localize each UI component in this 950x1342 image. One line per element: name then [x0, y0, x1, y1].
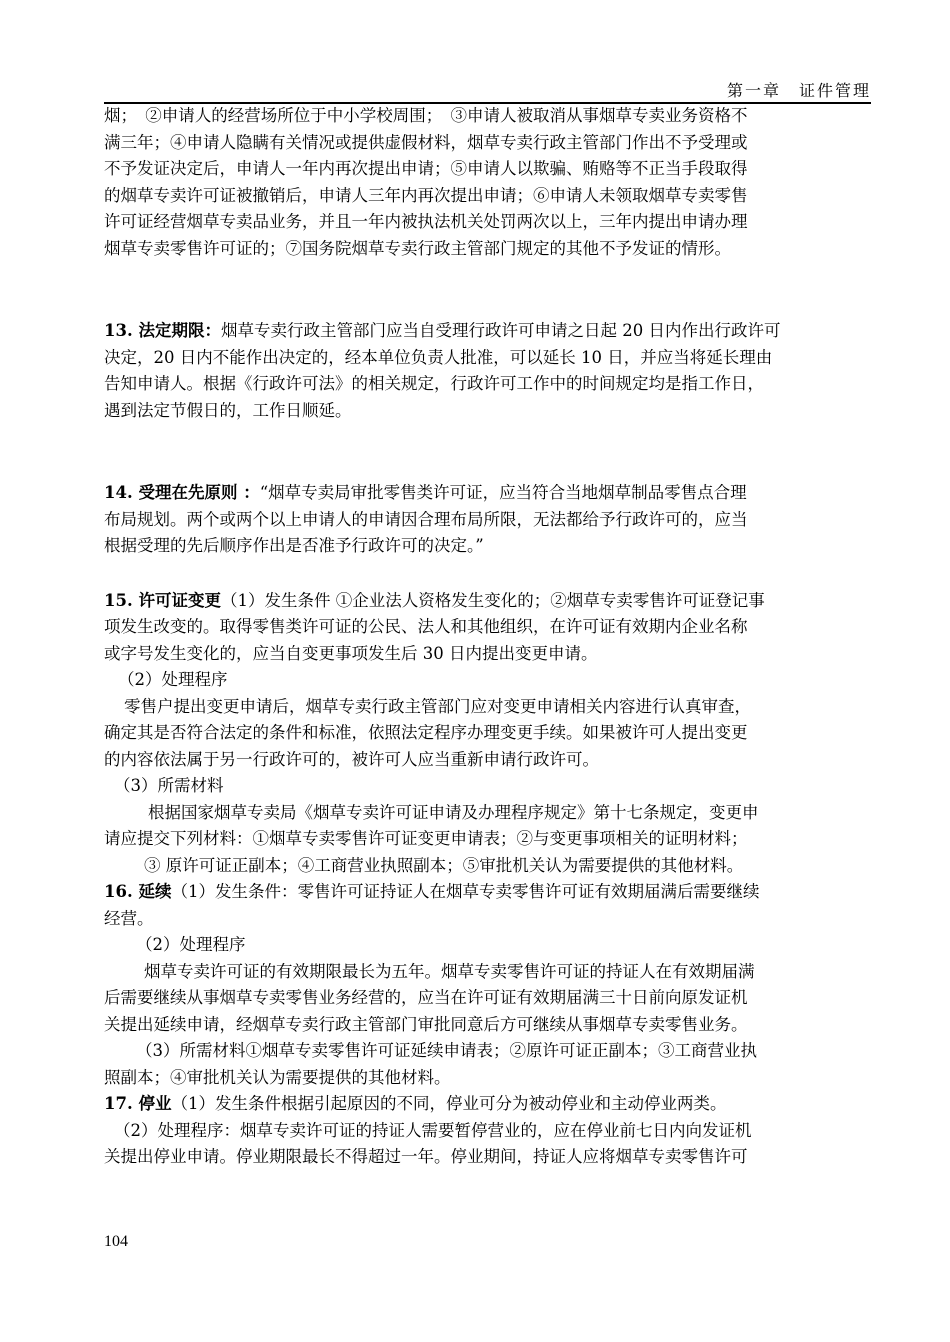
text-line: 的内容依法属于另一行政许可的，被许可人应当重新申请行政许可。 — [104, 749, 599, 769]
text-line: 许可证经营烟草专卖品业务，并且一年内被执法机关处罚两次以上，三年内提出申请办理 — [104, 212, 748, 231]
text-line: 满三年；④申请人隐瞒有关情况或提供虚假材料，烟草专卖行政主管部门作出不予受理或 — [104, 132, 748, 152]
text-line: （1）发生条件 ①企业法人资格发生变化的；②烟草专卖零售许可证登记事 — [220, 590, 765, 610]
text-line: 根据受理的先后顺序作出是否准予行政许可的决定。” — [104, 536, 484, 555]
section-14 — [104, 480, 871, 560]
section-heading: 13. 法定期限： — [104, 321, 221, 340]
section-heading: 16. 延续 — [104, 882, 172, 901]
text-line: 确定其是否符合法定的条件和标准，依照法定程序办理变更手续。如果被许可人提出变更 — [104, 723, 748, 742]
text-line: 经营。 — [104, 908, 154, 928]
running-header — [104, 78, 871, 104]
text-line: 烟草专卖许可证的有效期限最长为五年。烟草专卖零售许可证的持证人在有效期届满 — [144, 961, 755, 981]
section-heading: 15. 许可证变更 — [104, 590, 221, 610]
section-13 — [104, 318, 871, 424]
text-line: 不予发证决定后，申请人一年内再次提出申请；⑤申请人以欺骗、贿赂等不正当手段取得 — [104, 159, 748, 178]
intro-paragraph — [104, 103, 871, 262]
text-line: （1）发生条件：零售许可证持证人在烟草专卖零售许可证有效期届满后需要继续 — [171, 882, 760, 901]
page-body — [104, 103, 871, 1171]
text-line: ③ 原许可证正副本；④工商营业执照副本；⑤审批机关认为需要提供的其他材料。 — [144, 855, 744, 875]
section-16 — [104, 879, 871, 1091]
section-heading: 14. 受理在先原则 ： — [104, 483, 260, 502]
section-17 — [104, 1091, 871, 1171]
sub-heading: （3）所需材料 — [114, 776, 224, 795]
text-line: 告知申请人。根据《行政许可法》的相关规定，行政许可工作中的时间规定均是指工作日， — [104, 374, 764, 393]
text-line: （1）发生条件根据引起原因的不同，停业可分为被动停业和主动停业两类。 — [171, 1094, 727, 1113]
text-line: 请应提交下列材料：①烟草专卖零售许可证变更申请表；②与变更事项相关的证明材料； — [104, 829, 748, 848]
text-line: 后需要继续从事烟草专卖零售业务经营的，应当在许可证有效期届满三十日前向原发证机 — [104, 988, 748, 1007]
text-line: 布局规划。两个或两个以上申请人的申请因合理布局所限，无法都给予行政许可的，应当 — [104, 509, 748, 529]
text-line: （3）所需材料①烟草专卖零售许可证延续申请表；②原许可证正副本；③工商营业执 — [136, 1041, 757, 1060]
text-line: 零售户提出变更申请后，烟草专卖行政主管部门应对变更申请相关内容进行认真审查， — [124, 696, 751, 716]
text-line: 关提出延续申请，经烟草专卖行政主管部门审批同意后方可继续从事烟草专卖零售业务。 — [104, 1014, 748, 1034]
text-line: （2）处理程序：烟草专卖许可证的持证人需要暂停营业的，应在停业前七日内向发证机 — [114, 1120, 752, 1140]
text-line: 烟草专卖零售许可证的；⑦国务院烟草专卖行政主管部门规定的其他不予发证的情形。 — [104, 238, 731, 258]
text-line: 关提出停业申请。停业期限最长不得超过一年。停业期间，持证人应将烟草专卖零售许可 — [104, 1147, 748, 1166]
text-line: 或字号发生变化的，应当自变更事项发生后 30 日内提出变更申请。 — [104, 643, 598, 663]
text-line: 照副本；④审批机关认为需要提供的其他材料。 — [104, 1067, 451, 1087]
text-line: 项发生改变的。取得零售类许可证的公民、法人和其他组织，在许可证有效期内企业名称 — [104, 617, 748, 636]
sub-heading: （2）处理程序 — [136, 935, 246, 954]
section-heading: 17. 停业 — [104, 1094, 172, 1113]
text-line: 决定，20 日内不能作出决定的，经本单位负责人批准，可以延长 10 日，并应当将延长理由 — [104, 347, 773, 367]
text-line: 烟草专卖行政主管部门应当自受理行政许可申请之日起 20 日内作出行政许可 — [220, 321, 781, 340]
text-line: 烟； ②申请人的经营场所位于中小学校周围； ③申请人被取消从事烟草专卖业务资格不 — [104, 106, 748, 125]
sub-heading: （2）处理程序 — [118, 670, 228, 689]
section-15 — [104, 588, 871, 880]
chapter-title: 第一章 证件管理 — [726, 81, 871, 100]
page-number: 104 — [104, 1233, 128, 1250]
text-line: “烟草专卖局审批零售类许可证，应当符合当地烟草制品零售点合理 — [259, 483, 747, 502]
text-line: 根据国家烟草专卖局《烟草专卖许可证申请及办理程序规定》第十七条规定，变更申 — [148, 802, 759, 822]
text-line: 的烟草专卖许可证被撤销后，申请人三年内再次提出申请；⑥申请人未领取烟草专卖零售 — [104, 185, 748, 205]
text-line: 遇到法定节假日的，工作日顺延。 — [104, 400, 352, 420]
